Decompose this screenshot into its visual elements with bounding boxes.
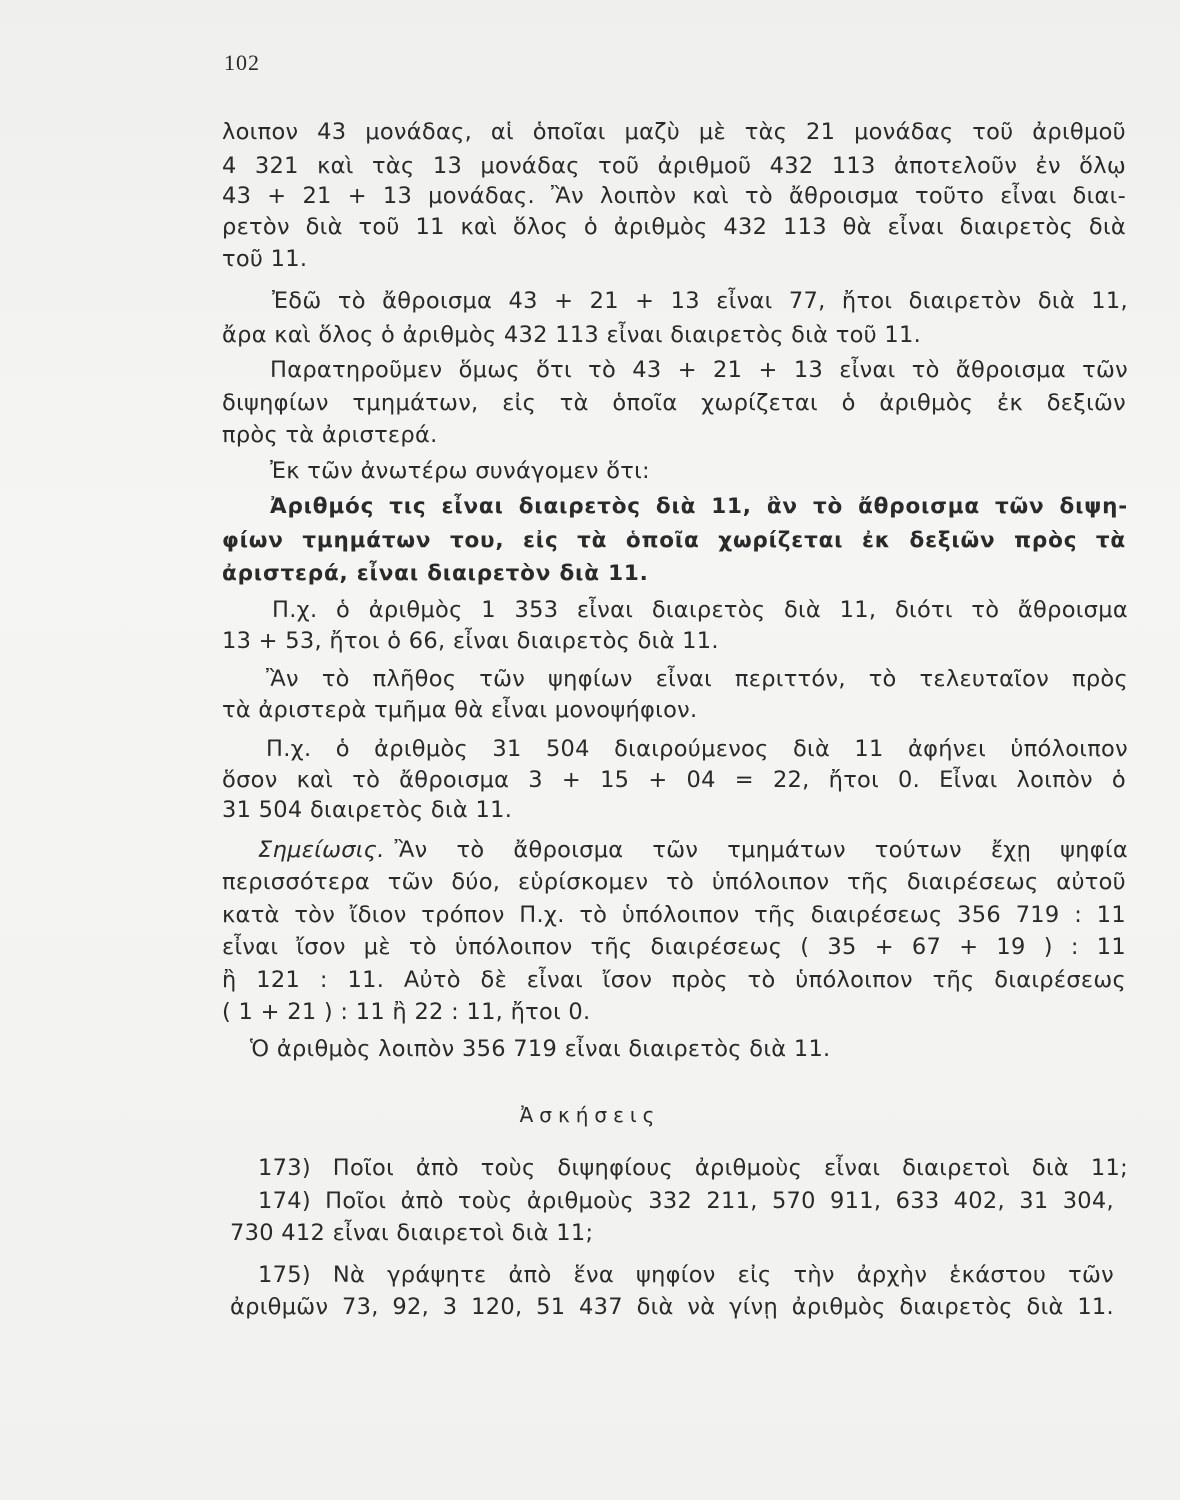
text-line: 31 504 διαιρετὸς διὰ 11. [222, 797, 513, 823]
text-line: ( 1 + 21 ) : 11 ἢ 22 : 11, ἤτοι 0. [222, 999, 591, 1025]
text-line: ὅσον καὶ τὸ ἄθροισμα 3 + 15 + 04 = 22, ἤτοι 0. Εἶναι λοιπὸν ὁ [222, 767, 1126, 793]
text-line: Ὁ ἀριθμὸς λοιπὸν 356 719 εἶναι διαιρετὸς διὰ 11. [250, 1036, 831, 1062]
text-line: Π.χ. ὁ ἀριθμὸς 1 353 εἶναι διαιρετὸς διὰ 11, διότι τὸ ἄθροισμα [272, 597, 1128, 623]
exercise-175: 175) Νὰ γράψητε ἀπὸ ἕνα ψηφίον εἰς τὴν ἀρχὴν ἑκάστου τῶν [258, 1262, 1114, 1288]
text-line: ἢ 121 : 11. Αὐτὸ δὲ εἶναι ἴσον πρὸς τὸ ὑπόλοιπον τῆς διαιρέσεως [222, 967, 1126, 993]
bold-rule-line: Ἀριθμός τις εἶναι διαιρετὸς διὰ 11, ἂν τὸ ἄθροισμα τῶν διψη- [270, 494, 1128, 519]
text-line: τοῦ 11. [222, 246, 308, 272]
note-line [258, 835, 1128, 865]
exercise-174: 174) Ποῖοι ἀπὸ τοὺς ἀριθμοὺς 332 211, 570 911, 633 402, 31 304, [258, 1188, 1114, 1214]
text-line: Ἐκ τῶν ἀνωτέρω συνάγομεν ὅτι: [270, 458, 650, 484]
exercise-174-continued: 730 412 εἶναι διαιρετοὶ διὰ 11; [230, 1220, 594, 1246]
text-line: περισσότερα τῶν δύο, εὑρίσκομεν τὸ ὑπόλοιπον τῆς διαιρέσεως αὐτοῦ [222, 869, 1126, 895]
page-number: 102 [224, 50, 260, 75]
text-line: λοιπον 43 μονάδας, αἱ ὁποῖαι μαζὺ μὲ τὰς 21 μονάδας τοῦ ἀριθμοῦ [222, 119, 1126, 145]
text-line: τὰ ἀριστερὰ τμῆμα θὰ εἶναι μονοψήφιον. [222, 697, 698, 723]
text-line: 13 + 53, ἤτοι ὁ 66, εἶναι διαιρετὸς διὰ 11. [222, 628, 719, 654]
text-line: Ἂν τὸ πλῆθος τῶν ψηφίων εἶναι περιττόν, τὸ τελευταῖον πρὸς [266, 666, 1128, 692]
text-line: κατὰ τὸν ἴδιον τρόπον Π.χ. τὸ ὑπόλοιπον τῆς διαιρέσεως 356 719 : 11 [222, 902, 1126, 928]
text-line: πρὸς τὰ ἀριστερά. [222, 422, 438, 448]
exercise-175-continued: ἀριθμῶν 73, 92, 3 120, 51 437 διὰ νὰ γίνῃ ἀριθμὸς διαιρετὸς διὰ 11. [230, 1294, 1114, 1320]
text-line: 43 + 21 + 13 μονάδας. Ἂν λοιπὸν καὶ τὸ ἄθροισμα τοῦτο εἶναι διαι- [222, 183, 1126, 209]
note-label: Σημείωσις. [258, 837, 385, 863]
note-text: Ἂν τὸ ἄθροισμα τῶν τμημάτων τούτων ἔχῃ ψηφία [394, 837, 1128, 863]
text-line: Παρατηροῦμεν ὅμως ὅτι τὸ 43 + 21 + 13 εἶναι τὸ ἄθροισμα τῶν [270, 357, 1128, 383]
bold-rule-line: φίων τμημάτων του, εἰς τὰ ὁποῖα χωρίζεται ἐκ δεξιῶν πρὸς τὰ [222, 528, 1126, 553]
text-line: Π.χ. ὁ ἀριθμὸς 31 504 διαιρούμενος διὰ 11 ἀφήνει ὑπόλοιπον [266, 736, 1128, 762]
text-line: ἄρα καὶ ὅλος ὁ ἀριθμὸς 432 113 εἶναι διαιρετὸς διὰ τοῦ 11. [222, 322, 922, 348]
exercise-173: 173) Ποῖοι ἀπὸ τοὺς διψηφίους ἀριθμοὺς εἶναι διαιρετοὶ διὰ 11; [258, 1155, 1128, 1181]
text-line: 4 321 καὶ τὰς 13 μονάδας τοῦ ἀριθμοῦ 432 113 ἀποτελοῦν ἐν ὅλῳ [222, 153, 1126, 179]
bold-rule-line: ἀριστερά, εἶναι διαιρετὸν διὰ 11. [222, 561, 649, 586]
text-line: διψηφίων τμημάτων, εἰς τὰ ὁποῖα χωρίζεται ὁ ἀριθμὸς ἐκ δεξιῶν [222, 390, 1126, 416]
text-line: Ἐδῶ τὸ ἄθροισμα 43 + 21 + 13 εἶναι 77, ἤτοι διαιρετὸν διὰ 11, [272, 288, 1128, 314]
text-line: ρετὸν διὰ τοῦ 11 καὶ ὅλος ὁ ἀριθμὸς 432 113 θὰ εἶναι διαιρετὸς διὰ [222, 214, 1126, 240]
text-line: εἶναι ἴσον μὲ τὸ ὑπόλοιπον τῆς διαιρέσεως ( 35 + 67 + 19 ) : 11 [222, 934, 1126, 960]
exercises-heading: Ἀσκήσεις [519, 1103, 661, 1127]
